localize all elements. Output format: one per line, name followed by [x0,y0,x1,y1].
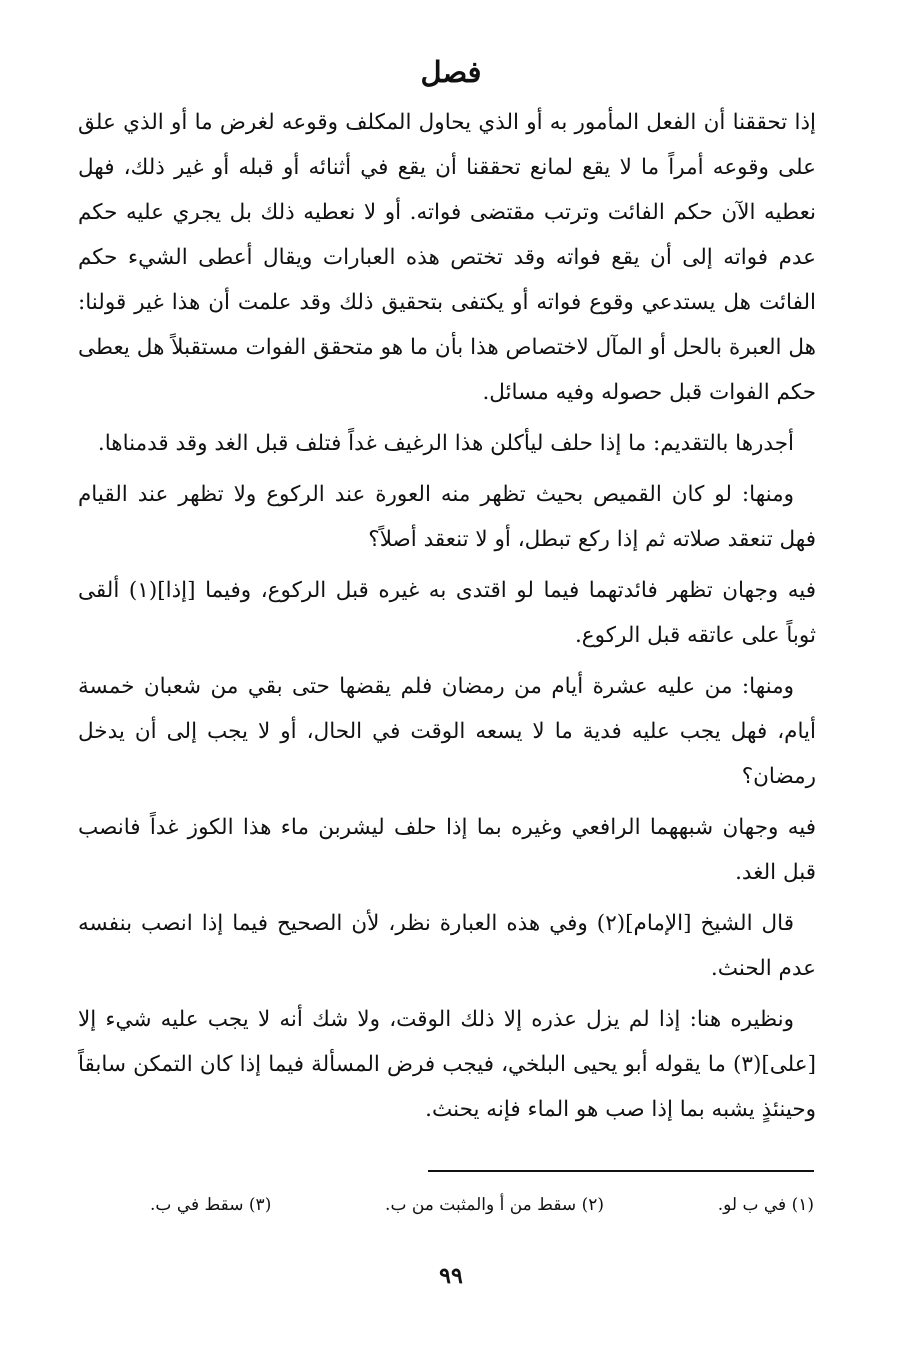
paragraph-7: قال الشيخ [الإمام](٢) وفي هذه العبارة نظر، لأن الصحيح فيما إذا انصب بنفسه عدم الحنث. [78,911,816,981]
footnote-2: (٢) سقط من أ والمثبت من ب. [385,1195,604,1215]
paragraph-8: ونظيره هنا: إذا لم يزل عذره إلا ذلك الوقت، ولا شك أنه لا يجب عليه شيء إلا [على](٣) ما يقوله أبو يحيى البلخي، فيجب فرض المسألة فيما إذا كان التمكن سابقاً وحينئذٍ يشبه بما إذا صب هو الماء فإنه يحنث. [78,1007,816,1122]
paragraph-5: ومنها: من عليه عشرة أيام من رمضان فلم يقضها حتى بقي من شعبان خمسة أيام، فهل يجب عليه فدية ما لا يسعه الوقت في الحال، أو لا يجب إلى أن يدخل رمضان؟ [78,674,816,789]
paragraph-4: فيه وجهان تظهر فائدتهما فيما لو اقتدى به غيره قبل الركوع، وفيما [إذا](١) ألقى ثوباً على عاتقه قبل الركوع. [78,578,816,648]
footnote-3: (٣) سقط في ب. [150,1195,272,1215]
footnotes [150,1190,814,1220]
paragraph-1: إذا تحققنا أن الفعل المأمور به أو الذي يحاول المكلف وقوعه لغرض ما أو الذي علق على وقوعه أمراً ما لا يقع لمانع تحققنا أن يقع في أثنائه أو قبله أو غير ذلك، فهل نعطيه الآن حكم الفائت وترتب مقتضى فواته. أو لا نعطيه ذلك بل يجري عليه حكم عدم فواته إلى أن يقع فواته وقد تختص هذه العبارات ويقال أعطى الشيء حكم الفائت هل يستدعي وقوع فواته أو يكتفى بتحقيق ذلك وقد علمت أن هذا غير قولنا: هل العبرة بالحل أو المآل لاختصاص هذا بأن ما هو متحقق الفوات مستقبلاً هل يعطى حكم الفوات قبل حصوله وفيه مسائل. [78,110,816,405]
footnote-1: (١) في ب لو. [717,1195,814,1215]
paragraph-6: فيه وجهان شبههما الرافعي وغيره بما إذا حلف ليشربن ماء هذا الكوز غداً فانصب قبل الغد. [78,815,816,885]
section-title: فصل [420,55,482,89]
body-text [78,100,816,1138]
footnote-divider [428,1170,814,1172]
page-number: ٩٩ [439,1263,463,1289]
paragraph-3: ومنها: لو كان القميص بحيث تظهر منه العورة عند الركوع ولا تظهر عند القيام فهل تنعقد صلاته ثم إذا ركع تبطل، أو لا تنعقد أصلاً؟ [78,482,816,552]
paragraph-2: أجدرها بالتقديم: ما إذا حلف ليأكلن هذا الرغيف غداً فتلف قبل الغد وقد قدمناها. [97,431,794,456]
